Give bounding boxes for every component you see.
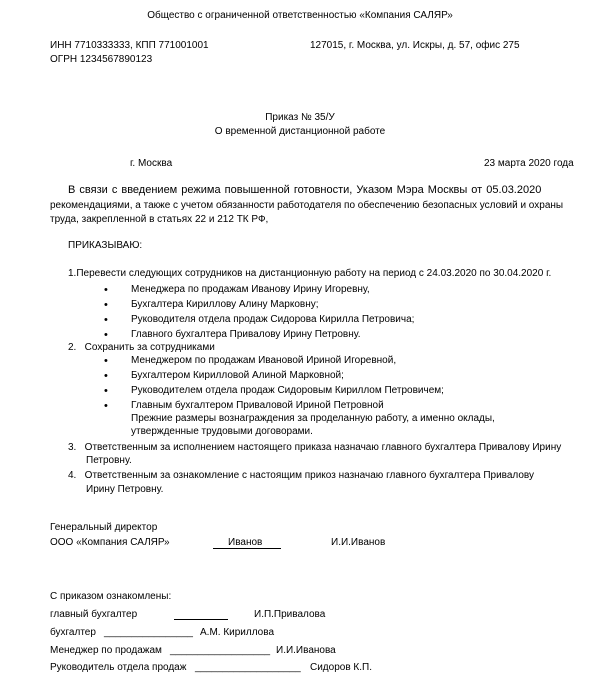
acquaint-name: А.М. Кириллова bbox=[200, 627, 274, 638]
order-date: 23 марта 2020 года bbox=[484, 158, 574, 169]
acquaint-name: И.И.Иванова bbox=[276, 645, 336, 656]
list-item: • Руководителем отдела продаж Сидоровым Кириллом Петровичем; bbox=[131, 385, 444, 397]
list-item: • Менеджером по продажам Ивановой Ириной Игоревной, bbox=[131, 355, 396, 367]
preamble-line-2: рекомендациями, а также с учетом обязанности работодателя по обеспечению безопасных условий и охраны bbox=[50, 200, 564, 211]
acquaint-line: ________________ bbox=[104, 627, 193, 638]
acquaint-line: ___________________ bbox=[195, 662, 301, 673]
preamble-line-3: труда, закрепленной в статьях 22 и 212 ТК РФ, bbox=[50, 214, 269, 225]
inn-kpp: ИНН 7710333333, КПП 771001001 bbox=[50, 40, 209, 51]
signature-handwritten: Иванов bbox=[228, 537, 263, 548]
item-2-text: 2. Сохранить за сотрудниками bbox=[68, 342, 215, 353]
order-city: г. Москва bbox=[130, 158, 173, 169]
item-3-line-1: 3. Ответственным за исполнением настоящего приказа назначаю главного бухгалтера Привалову Ирину bbox=[68, 442, 562, 453]
ogrn: ОГРН 1234567890123 bbox=[50, 54, 153, 65]
list-item: • Бухгалтера Кириллову Алину Марковну; bbox=[131, 299, 319, 311]
item-4-line-1: 4. Ответственным за ознакомление с настоящим прикоз назначаю главного бухгалтера Привалову bbox=[68, 470, 535, 481]
item-3-line-2: Петровну. bbox=[86, 455, 132, 466]
signer-company: ООО «Компания САЛЯР» bbox=[50, 537, 170, 548]
company-name: Общество с ограниченной ответственностью «Компания САЛЯР» bbox=[147, 10, 453, 21]
signer-name: И.И.Иванов bbox=[331, 537, 386, 548]
preamble-line-1: В связи с введением режима повышенной готовности, Указом Мэра Москвы от 05.03.2020 bbox=[68, 184, 542, 196]
list-item: • Главным бухгалтером Приваловой Ириной Петровной bbox=[131, 400, 384, 412]
signature-line bbox=[174, 619, 228, 620]
order-number: Приказ № 35/У bbox=[265, 112, 335, 123]
acquaint-role: Менеджер по продажам bbox=[50, 645, 162, 656]
company-address: 127015, г. Москва, ул. Искры, д. 57, офис 275 bbox=[310, 40, 520, 51]
list-item: • Менеджера по продажам Иванову Ирину Игоревну, bbox=[131, 284, 370, 296]
item-4-line-2: Ирину Петровну. bbox=[86, 484, 164, 495]
acquaint-title: С приказом ознакомлены: bbox=[50, 591, 172, 602]
list-item: • Бухгалтером Кирилловой Алиной Марковной; bbox=[131, 370, 344, 382]
item-1-text: 1.Перевести следующих сотрудников на дистанционную работу на период с 24.03.2020 по 30.04.2020 г. bbox=[68, 268, 552, 279]
item-2-note-line-2: утвержденные трудовыми договорами. bbox=[131, 426, 313, 437]
item-2-note-line-1: Прежние размеры вознаграждения за проделанную работу, а именно оклады, bbox=[131, 413, 495, 424]
acquaint-line: __________________ bbox=[170, 645, 271, 656]
acquaint-role: Руководитель отдела продаж bbox=[50, 662, 187, 673]
acquaint-role: главный бухгалтер bbox=[50, 609, 138, 620]
list-item: • Главного бухгалтера Привалову Ирину Петровну. bbox=[131, 329, 361, 341]
acquaint-name: Сидоров К.П. bbox=[310, 662, 372, 673]
order-word: ПРИКАЗЫВАЮ: bbox=[68, 240, 143, 251]
order-subject: О временной дистанционной работе bbox=[214, 126, 386, 137]
acquaint-role: бухгалтер bbox=[50, 627, 96, 638]
acquaint-name: И.П.Привалова bbox=[254, 609, 326, 620]
signer-position: Генеральный директор bbox=[50, 522, 158, 533]
list-item: • Руководителя отдела продаж Сидорова Кирилла Петровича; bbox=[131, 314, 414, 326]
